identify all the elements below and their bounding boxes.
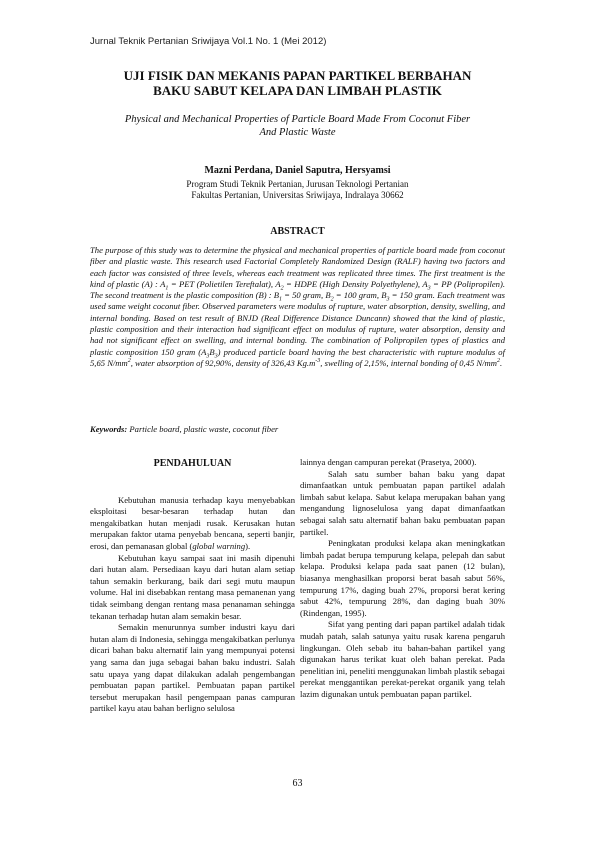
authors: Mazni Perdana, Daniel Saputra, Hersyamsi — [204, 165, 391, 176]
left-column — [90, 455, 295, 715]
paragraph: Kebutuhan kayu sampai saat ini masih dipenuhi dari hutan alam. Persediaan kayu dari hutan alam setiap tahun semakin berkurang, baik dari segi mutu maupun volume. Hal ini disebabkan rentang masa pemanenan yang tidak seimbang dengan rentang masa penanaman sehingga tekanan terhadap hutan alam semakin besar. — [90, 552, 295, 621]
journal-header: Jurnal Teknik Pertanian Sriwijaya Vol.1 No. 1 (Mei 2012) — [90, 36, 327, 47]
keywords-label: Keywords: — [90, 424, 128, 434]
abstract-heading: ABSTRACT — [270, 226, 325, 237]
paper-title: UJI FISIK DAN MEKANIS PAPAN PARTIKEL BERBAHAN BAKU SABUT KELAPA DAN LIMBAH PLASTIK — [123, 68, 472, 98]
section-heading: PENDAHULUAN — [153, 458, 232, 469]
paragraph: lainnya dengan campuran perekat (Prasetya, 2000). — [300, 457, 477, 467]
paragraph: Salah satu sumber bahan baku yang dapat dimanfaatkan untuk pembuatan papan partikel adalah limbah sabut kelapa. Sabut kelapa merupakan bahan yang mengandung lignoselulosa yang dapat dimanfaatkan sebagai salah satu alternatif bahan baku pembuatan papan partikel. — [300, 468, 505, 537]
paper-subtitle: Physical and Mechanical Properties of Particle Board Made From Coconut Fiber And Plastic Waste — [124, 114, 471, 138]
paragraph: Semakin menurunnya sumber industri kayu dari hutan alam di Indonesia, sehingga mengakibatkan perlunya dicari bahan baku alternatif lain yang mempunyai potensi yang sama dan juga sebagai bahan baku industri. Salah satu upaya yang dapat dilakukan adalah pengembangan pembuatan papan partikel. Pembuatan papan partikel tersebut merupakan hasil pengempaan panas campuran partikel kayu atau bahan berligno selulosa — [90, 622, 295, 714]
page-number: 63 — [292, 778, 303, 789]
abstract-text: The purpose of this study was to determine the physical and mechanical properties of particle board made from coconut fiber and plastic waste. This research used Factorial Completely Randomized Design (RALF) having two factors and each factor was consisted of three levels, whereas each treatment was replicated three times. The first treatment is the kind of plastic (A) : $A_1$ = PET (Polietilen Tereftalat), $A_2$ = HDPE (High Density Polyethylene), $A_3$ = PP (Polipropilen). The second treatment is the plastic composition (B) : $B_1 = 50$ gram, $B_2 = 100$ gram, $B_3 = 150$ gram. Each treatment was used same weight coconut fiber. Observed parameters were modulus of rupture, water absorption, density, swelling, and internal bonding. Based on test result of BNJD (Real Difference Distance Duncann) showed that the kind of plastic, plastic composition and their interaction had significant effect on modulus of rupture, water absorption, density and had not significant effect on swelling, and internal bonding. The combination of Polipropilen types of plastics and plastic composition 150 gram $(A_3B_3)$ produced particle board having the best characteristic with rupture modulus of 5,65 $N/mm^2$, water absorption of 92,90%, density of 326,43 $Kg.m^{-3}$, swelling of 2,15%, internal bonding of 0,45 $N/mm^2$. — [90, 245, 506, 368]
paragraph: Sifat yang penting dari papan partikel adalah tidak mudah patah, salah satunya yaitu rusak karena pengaruh lingkungan. Oleh sebab itu bahan-bahan partikel yang digunakan harus terikat kuat oleh bahan perekat. Pada penelitian ini, peneliti menggunakan limbah plastik sebagai perekat menggantikan perekat-perekat organik yang telah lazim digunakan untuk pembuatan papan partikel. — [300, 619, 505, 699]
right-column — [300, 457, 505, 700]
keywords-text: Particle board, plastic waste, coconut fiber — [127, 424, 279, 434]
paragraph: Peningkatan produksi kelapa akan meningkatkan limbah padat berupa tempurung kelapa, pelepah dan sabut kelapa. Produksi kelapa pada saat panen (12 bulan), biasanya menghasilkan proporsi berat basah sabut 56%, tempurung 17%, daging buah 27%, proporsi berat kering sabut 42%, tempurung 28%, dan daging buah 30% (Rindengan, 1995). — [300, 538, 505, 618]
affiliation: Program Studi Teknik Pertanian, Jurusan Teknologi Pertanian Fakultas Pertanian, Universitas Sriwijaya, Indralaya 30662 — [186, 179, 409, 200]
paragraph: Kebutuhan manusia terhadap kayu menyebabkan eksploitasi besar-besaran terhadap hutan dan mengakibatkan hutan menjadi rusak. Kerusakan hutan merupakan faktor utama penyebab bencana, seperti banjir, erosi, dan pemanasan global (global warning). — [90, 494, 295, 551]
keywords — [90, 424, 505, 434]
